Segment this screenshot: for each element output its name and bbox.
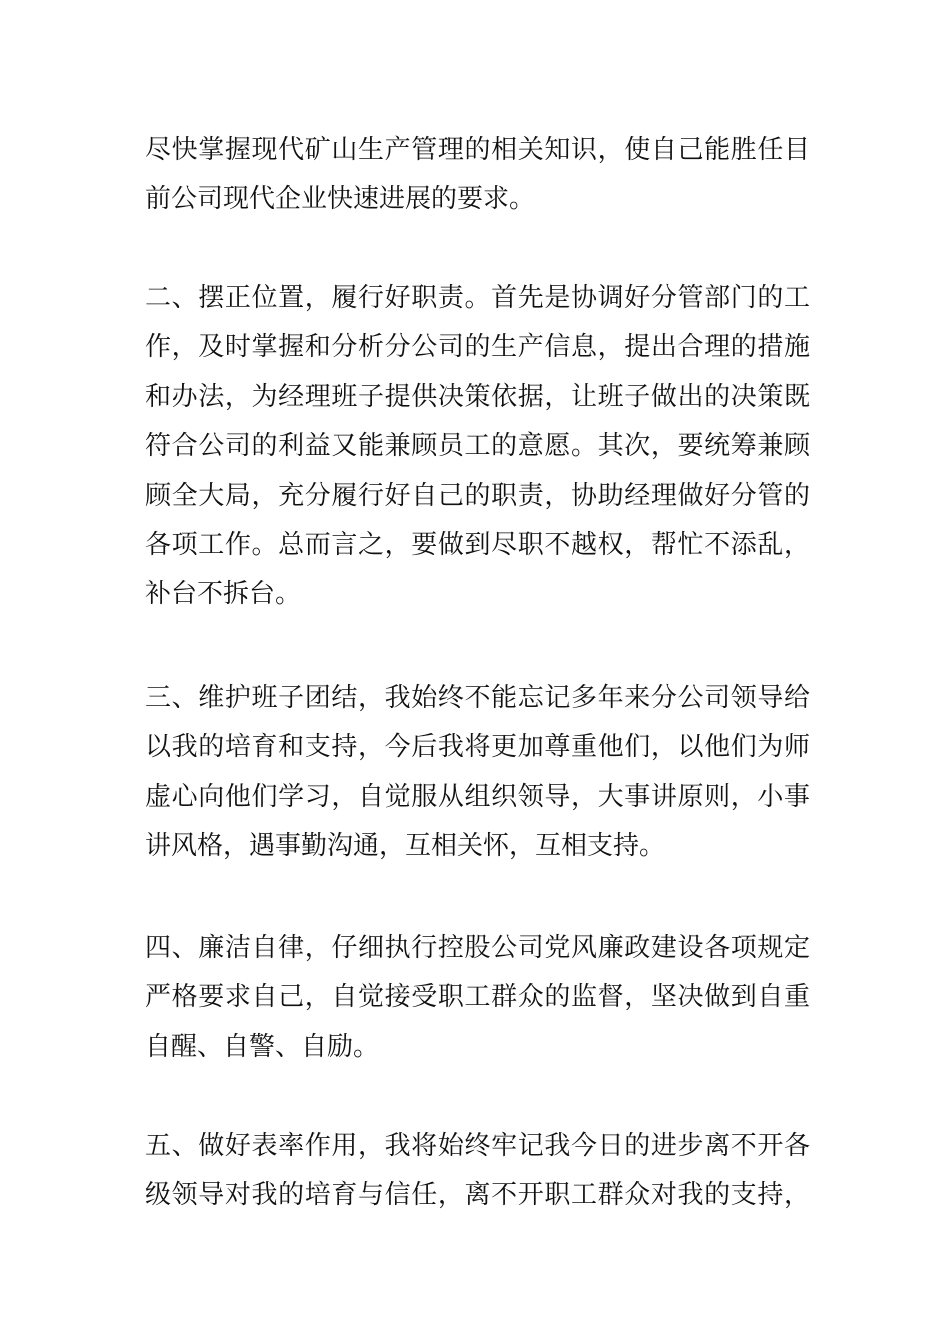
paragraph-continuation xyxy=(145,126,810,225)
text-line: 自醒、自警、自励。 xyxy=(145,1031,380,1062)
paragraph-section-two xyxy=(145,274,810,620)
text-line: 讲风格，遇事勤沟通，互相关怀，互相支持。 xyxy=(145,831,666,862)
text-line: 各项工作。总而言之，要做到尽职不越权，帮忙不添乱， xyxy=(145,530,810,561)
text-line: 四、廉洁自律，仔细执行控股公司党风廉政建设各项规定 xyxy=(145,933,810,963)
text-line: 二、摆正位置，履行好职责。首先是协调好分管部门的工 xyxy=(145,283,810,313)
paragraph-section-five xyxy=(145,1122,810,1221)
text-line: 补台不拆台。 xyxy=(145,579,302,610)
text-line: 三、维护班子团结，我始终不能忘记多年来分公司领导给 xyxy=(145,683,810,713)
text-line: 严格要求自己，自觉接受职工群众的监督，坚决做到自重 xyxy=(145,982,810,1013)
text-line: 符合公司的利益又能兼顾员工的意愿。其次，要统筹兼顾 xyxy=(145,431,810,462)
text-line: 级领导对我的培育与信任，离不开职工群众对我的支持， xyxy=(145,1180,810,1211)
text-line: 尽快掌握现代矿山生产管理的相关知识，使自己能胜任目 xyxy=(145,135,810,165)
text-line: 以我的培育和支持，今后我将更加尊重他们，以他们为师 xyxy=(145,732,810,763)
text-line: 五、做好表率作用，我将始终牢记我今日的进步离不开各 xyxy=(145,1131,810,1161)
paragraph-section-three xyxy=(145,674,810,872)
text-line: 前公司现代企业快速进展的要求。 xyxy=(145,184,536,215)
text-line: 和办法，为经理班子提供决策依据，让班子做出的决策既 xyxy=(145,381,810,412)
text-line: 作，及时掌握和分析分公司的生产信息，提出合理的措施 xyxy=(145,332,810,363)
paragraph-section-four xyxy=(145,924,810,1072)
text-line: 虚心向他们学习，自觉服从组织领导，大事讲原则，小事 xyxy=(145,781,810,812)
text-line: 顾全大局，充分履行好自己的职责，协助经理做好分管的 xyxy=(145,480,810,511)
